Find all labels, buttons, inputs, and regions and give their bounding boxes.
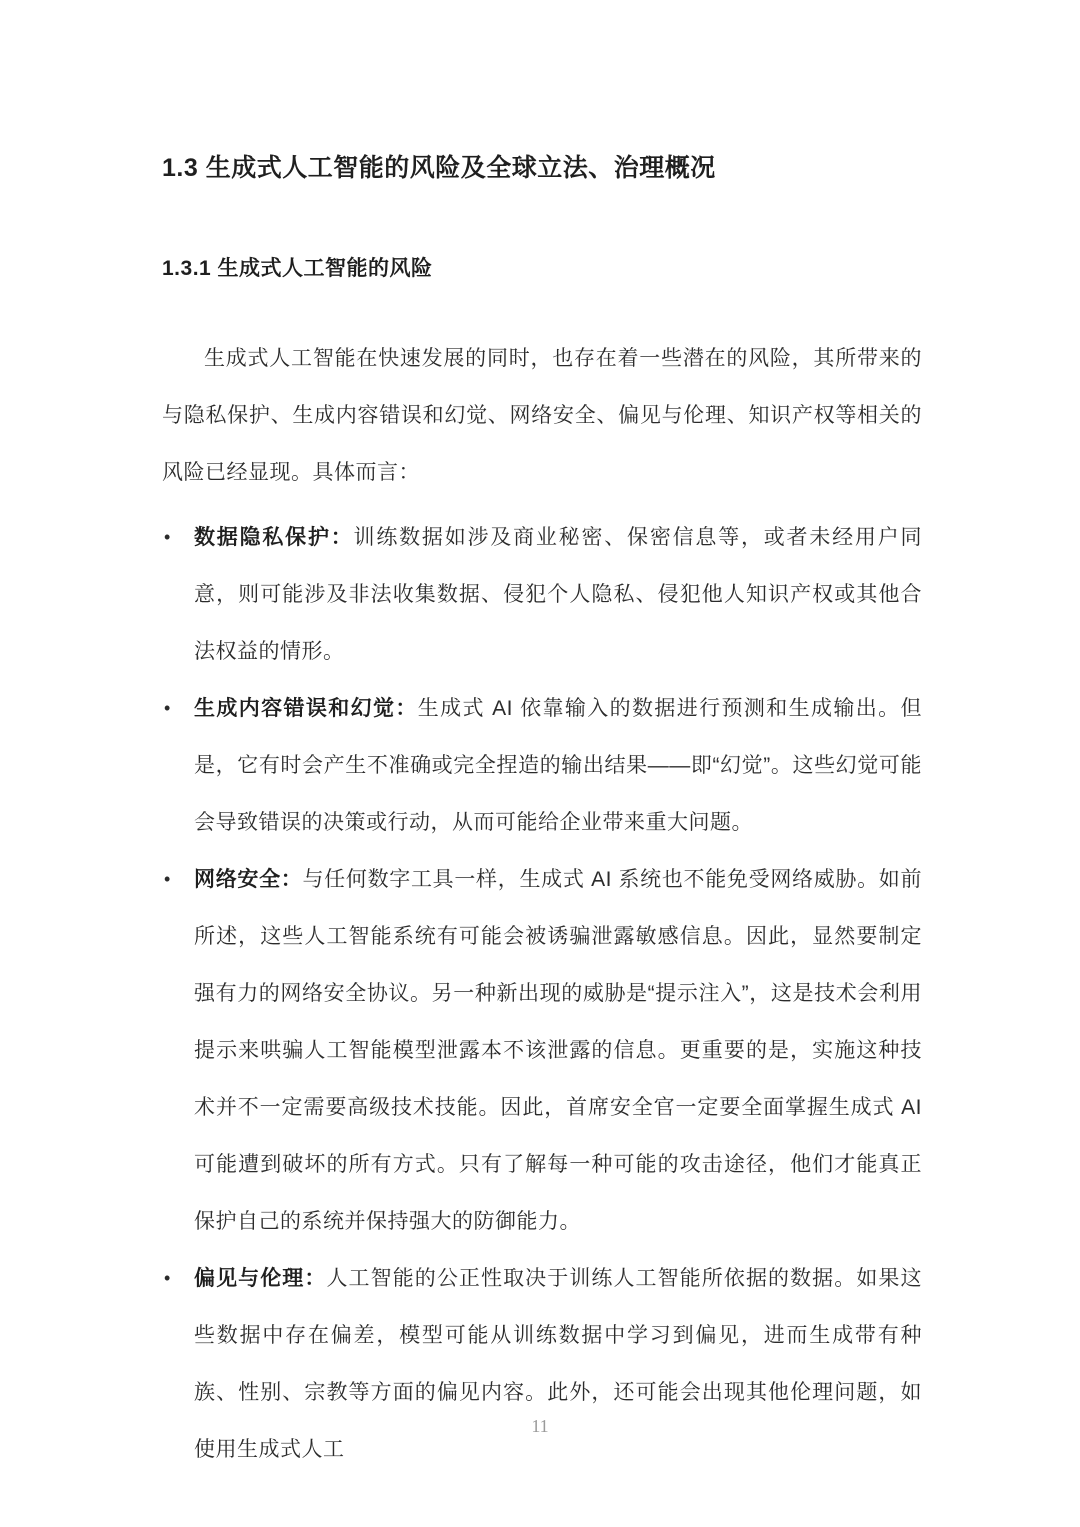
bullet-text: 人工智能的公正性取决于训练人工智能所依据的数据。如果这些数据中存在偏差，模型可能从训练数据中学习到偏见，进而生成带有种族、性别、宗教等方面的偏见内容。此外，还可能会出现其他伦理问题，如使用生成式人工 xyxy=(194,1267,922,1461)
bullet-icon: • xyxy=(164,1268,171,1288)
page-number: 11 xyxy=(531,1416,549,1436)
intro-paragraph: 生成式人工智能在快速发展的同时，也存在着一些潜在的风险，其所带来的与隐私保护、生成内容错误和幻觉、网络安全、偏见与伦理、知识产权等相关的风险已经显现。具体而言： xyxy=(162,347,922,484)
subsection-heading: 1.3.1 生成式人工智能的风险 xyxy=(162,257,433,280)
bullet-label: 网络安全： xyxy=(194,868,303,891)
list-item xyxy=(162,1250,922,1478)
bullet-text: 生成式 AI 依靠输入的数据进行预测和生成输出。但是，它有时会产生不准确或完全捏造的输出结果——即“幻觉”。这些幻觉可能会导致错误的决策或行动，从而可能给企业带来重大问题。 xyxy=(194,697,922,834)
bullet-label: 偏见与伦理： xyxy=(194,1267,327,1290)
list-item xyxy=(162,680,922,851)
bullet-icon: • xyxy=(164,527,171,547)
section-heading: 1.3 生成式人工智能的风险及全球立法、治理概况 xyxy=(162,154,716,182)
list-item xyxy=(162,509,922,680)
bullet-icon: • xyxy=(164,869,171,889)
bullet-label: 数据隐私保护： xyxy=(194,526,354,549)
bullet-text: 与任何数字工具一样，生成式 AI 系统也不能免受网络威胁。如前所述，这些人工智能系统有可能会被诱骗泄露敏感信息。因此，显然要制定强有力的网络安全协议。另一种新出现的威胁是“提示注入”，这是技术会利用提示来哄骗人工智能模型泄露本不该泄露的信息。更重要的是，实施这种技术并不一定需要高级技术技能。因此，首席安全官一定要全面掌握生成式 AI 可能遭到破坏的所有方式。只有了解每一种可能的攻击途径，他们才能真正保护自己的系统并保持强大的防御能力。 xyxy=(194,868,922,1233)
list-item xyxy=(162,851,922,1250)
bullet-icon: • xyxy=(164,698,171,718)
bullet-text: 训练数据如涉及商业秘密、保密信息等，或者未经用户同意，则可能涉及非法收集数据、侵犯个人隐私、侵犯他人知识产权或其他合法权益的情形。 xyxy=(194,526,923,663)
bullet-label: 生成内容错误和幻觉： xyxy=(194,697,418,720)
risk-bullet-list xyxy=(162,509,922,1478)
